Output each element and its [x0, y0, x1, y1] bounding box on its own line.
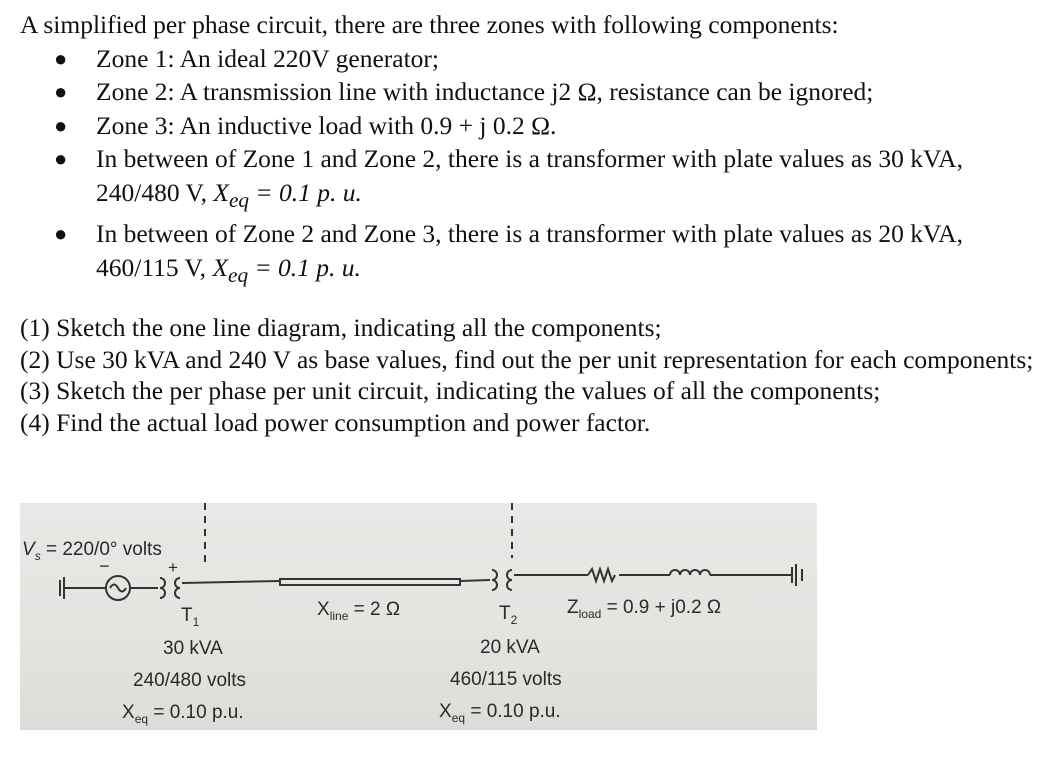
problem-intro: A simplified per phase circuit, there are three zones with following components: — [20, 10, 839, 39]
t1-kva: 30 kVA — [163, 638, 223, 659]
t2-voltage-ratio: 460/115 volts — [450, 669, 562, 690]
bullet-icon: ● — [54, 112, 68, 138]
load-inductor-icon — [670, 570, 710, 575]
problem-statement — [20, 8, 1050, 292]
bullet-icon: ● — [54, 221, 68, 247]
minus-sign: − — [99, 556, 110, 576]
bullet-icon: ● — [54, 79, 68, 104]
t1-ratings: 240/480 V, — [96, 177, 214, 207]
t1-voltage-ratio: 240/480 volts — [133, 670, 247, 691]
transformer-t1-icon — [160, 578, 165, 598]
list-item: ● In between of Zone 2 and Zone 3, there is a transformer with plate values as 20 kVA, 460/115 V, $X_{eq} = 0.1$ p. u. — [54, 219, 963, 287]
question-list — [20, 312, 1050, 438]
t2-kva: 20 kVA — [480, 637, 540, 658]
t2-reactance: $X_{eq} = 0.10$ p.u. — [439, 701, 561, 725]
component-list — [20, 42, 1050, 293]
load-impedance-label: $Z_{load} = 0.9 + j0.2$ Ω — [567, 597, 722, 621]
plus-sign: + — [168, 558, 178, 577]
transformer-t2-icon — [492, 570, 497, 590]
t1-label: $T_1$ — [181, 605, 200, 629]
question-1: (1) Sketch the one line diagram, indicating all the components; — [20, 313, 662, 342]
list-item: ● In between of Zone 1 and Zone 2, there is a transformer with plate values as 30 kVA, 240/480 V, $X_{eq} = 0.1$ p. u. — [54, 144, 963, 212]
list-item: ● Zone 1: An ideal 220V generator; — [20, 42, 1050, 76]
question-2: (2) Use 30 kVA and 240 V as base values, find out the per unit representation for each components; — [20, 344, 1034, 374]
question-3: (3) Sketch the per phase per unit circuit, indicating the values of all the components; — [20, 376, 881, 405]
line-reactance-label: $X_{line} = 2$ Ω — [317, 599, 401, 623]
t1-reactance: $X_{eq} = 0.10$ p.u. — [122, 702, 244, 726]
source-voltage-label: $V_s = 220/0^\circ$ volts — [22, 539, 162, 563]
one-line-diagram-photo — [20, 503, 817, 730]
t2-label: $T_2$ — [499, 603, 518, 627]
list-item: ● Zone 3: An inductive load with 0.9 + j 0.2 Ω. — [20, 109, 1050, 143]
load-resistor-icon — [588, 569, 615, 581]
bullet-icon: ● — [54, 146, 68, 171]
transmission-line-icon — [280, 579, 460, 585]
bullet-icon: ● — [54, 45, 68, 71]
t2-ratings: 460/115 V, — [96, 252, 213, 282]
list-item: ● Zone 2: A transmission line with inductance j2 Ω, resistance can be ignored; — [20, 75, 1050, 109]
question-4: (4) Find the actual load power consumption and power factor. — [20, 407, 651, 437]
